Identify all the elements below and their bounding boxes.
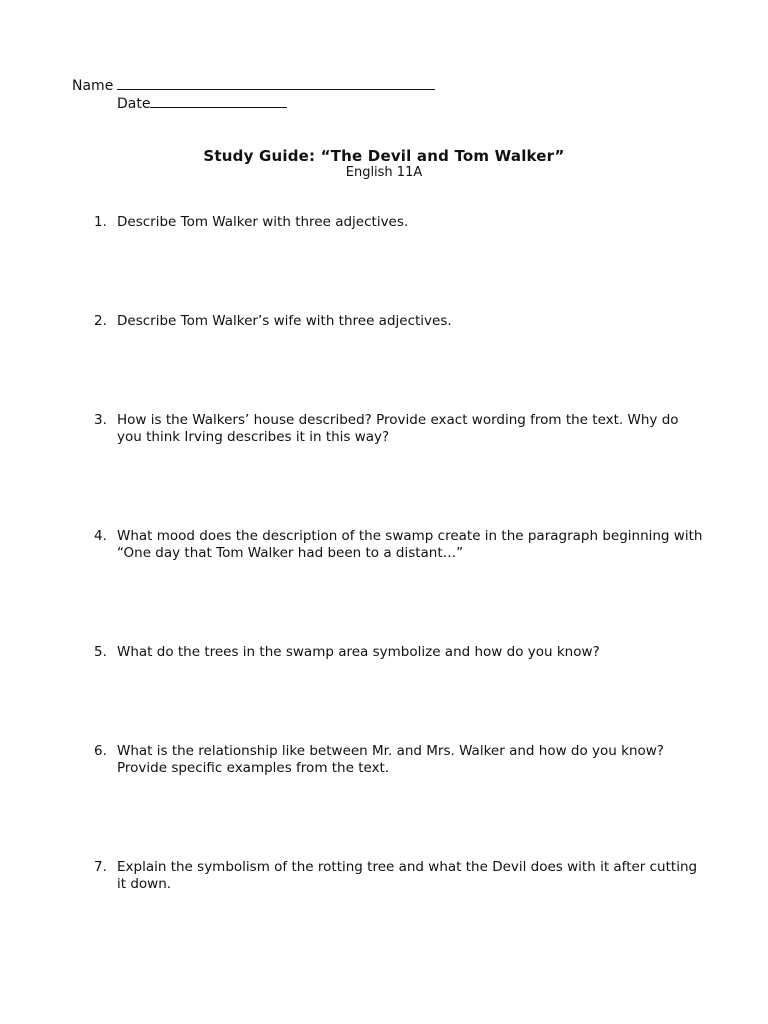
page-title: Study Guide: “The Devil and Tom Walker”	[203, 147, 565, 165]
question-item	[94, 412, 704, 445]
question-number: 7.	[94, 859, 107, 875]
question-item	[94, 214, 704, 231]
question-text: What mood does the description of the swamp create in the paragraph beginning with “One day that Tom Walker had been to a distant…”	[117, 528, 703, 561]
date-blank-line[interactable]	[150, 92, 287, 108]
name-label: Name	[72, 78, 114, 94]
question-text: How is the Walkers’ house described? Provide exact wording from the text. Why do you think Irving describes it in this way?	[117, 412, 679, 445]
page-subtitle: English 11A	[345, 165, 423, 180]
question-text: What is the relationship like between Mr. and Mrs. Walker and how do you know? Provide specific examples from the text.	[117, 743, 664, 776]
question-item	[94, 313, 704, 330]
date-label: Date	[117, 96, 151, 112]
question-number: 6.	[94, 743, 107, 759]
date-field-row	[117, 92, 287, 113]
question-text: Describe Tom Walker’s wife with three adjectives.	[117, 313, 452, 329]
question-number: 1.	[94, 214, 107, 230]
question-item	[94, 743, 704, 776]
name-blank-line[interactable]	[117, 74, 435, 90]
question-text: Explain the symbolism of the rotting tree and what the Devil does with it after cutting it down.	[117, 859, 698, 892]
question-number: 2.	[94, 313, 107, 329]
question-text: Describe Tom Walker with three adjectives.	[117, 214, 409, 230]
question-number: 3.	[94, 412, 107, 428]
question-number: 4.	[94, 528, 107, 544]
question-text: What do the trees in the swamp area symbolize and how do you know?	[117, 644, 600, 660]
question-item	[94, 528, 704, 561]
question-item	[94, 644, 704, 661]
question-number: 5.	[94, 644, 107, 660]
question-item	[94, 859, 704, 892]
